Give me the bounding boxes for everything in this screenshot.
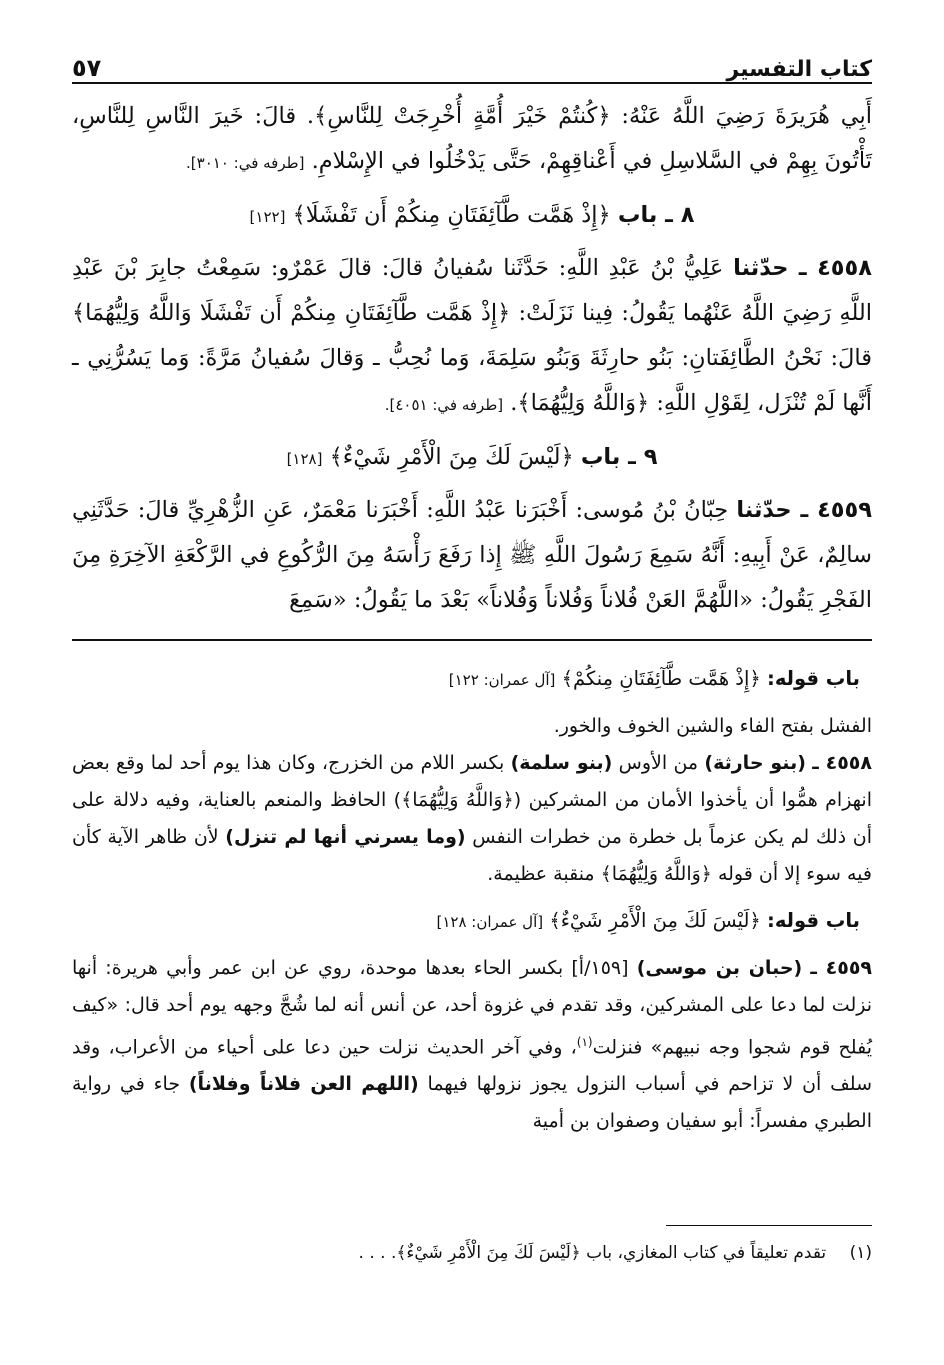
commentary-text: [١٥٩/أ] بكسر الحاء بعدها موحدة، روي عن ابن عمر وأبي هريرة: أنها نزلت لما دعا على المشركين، وقد تقدم في غزوة أحد، عن أنس أنه لما شُجَّ وجهه يوم أحد قال: «كيف يُفلح قوم شجوا وجه نبيهم» فنزلت bbox=[72, 957, 872, 1059]
commentary-section bbox=[72, 651, 872, 1140]
chapter-heading-9 bbox=[72, 428, 872, 488]
commentary-text: بكسر اللام من الخزرج، وكان هذا يوم أحد لما وقع بعض انهزام همُّوا أن يأخذوا الأمان من المشركين (﴿وَاللَّهُ وَلِيُّهُمَا﴾) الحافظ والمنعم بالعناية، وفيه دلالة على أن ذلك لم يكن عزماً بل خطرة من خطرات النفس bbox=[72, 752, 873, 848]
chapter-number: ٩ ـ باب bbox=[580, 444, 658, 470]
footnotes bbox=[72, 1236, 872, 1270]
heading-verse: ﴿لَيْسَ لَكَ مِنَ الْأَمْرِ شَيْءٌ﴾ bbox=[549, 909, 761, 932]
footnote-marker[interactable]: (١) bbox=[576, 1035, 593, 1049]
commentary-term: (حبان بن موسى) bbox=[636, 957, 803, 979]
hadith-text: حِبّانُ بْنُ مُوسى: أَخْبَرَنا عَبْدُ اللَّهِ: أَخْبَرَنا مَعْمَرٌ، عَنِ الزُّهْرِيِّ قالَ: حَدَّثَنِي سالِمٌ، عَنْ أَبِيهِ: أَنَّهُ سَمِعَ رَسُولَ اللَّهِ ﷺ إِذا رَفَعَ رَأْسَهُ مِنَ الرُّكُوعِ في الرَّكْعَةِ الآخِرَةِ مِنَ الفَجْرِ يَقُولُ: «اللَّهُمَّ العَنْ فُلاناً وَفُلاناً وَفُلاناً» بَعْدَ ما يَقُولُ: «سَمِعَ bbox=[72, 497, 872, 613]
chapter-verse: ﴿إِذْ هَمَّت طَّآئِفَتَانِ مِنكُمْ أَن تَفْشَلَا﴾ bbox=[292, 202, 611, 228]
commentary-4558 bbox=[72, 745, 872, 893]
footnote-text: تقدم تعليقاً في كتاب المغازي، باب ﴿لَيْسَ لَكَ مِنَ الْأَمْرِ شَيْءٌ﴾. . . . bbox=[358, 1243, 827, 1263]
chapter-number: ٨ ـ باب bbox=[617, 202, 695, 228]
verse-reference: [١٢٢] bbox=[249, 208, 286, 226]
heading-label: باب قوله: bbox=[767, 909, 860, 932]
hadith-label: ٤٥٥٩ ـ حدّثنا bbox=[736, 497, 872, 523]
commentary-heading-2 bbox=[72, 893, 872, 950]
hadith-text: أَبِي هُرَيرَةَ رَضِيَ اللَّهُ عَنْهُ: ﴿كُنتُمْ خَيْرَ أُمَّةٍ أُخْرِجَتْ لِلنَّاسِ﴾. قالَ: خَيرَ النَّاسِ لِلنَّاسِ، تَأْتُونَ بِهِمْ في السَّلاسِلِ في أَعْناقِهِمْ، حَتَّى يَدْخُلُوا في الإِسْلامِ. bbox=[72, 103, 872, 174]
footnote-number: (١) bbox=[849, 1243, 872, 1263]
verse-reference: [آل عمران: ١٢٨] bbox=[436, 913, 544, 931]
hadith-reference: [طرفه في: ٤٠٥١]. bbox=[384, 396, 504, 414]
book-title: كتاب التفسير bbox=[726, 57, 872, 82]
hadith-continuation bbox=[72, 94, 872, 186]
verse-reference: [١٢٨] bbox=[286, 450, 323, 468]
commentary-term: (وما يسرني أنها لم تنزل) bbox=[225, 826, 466, 848]
hadith-4558 bbox=[72, 246, 872, 428]
page-number: ٥٧ bbox=[72, 54, 102, 82]
commentary-text: جاء في رواية الطبري مفسراً: أبو سفيان وصفوان بن أمية bbox=[72, 1073, 872, 1133]
hadith-label: ٤٥٥٨ ـ حدّثنا bbox=[733, 255, 873, 281]
commentary-term: (بنو حارثة) bbox=[704, 752, 806, 774]
verse-reference: [آل عمران: ١٢٢] bbox=[448, 671, 556, 689]
hadith-4559 bbox=[72, 488, 872, 623]
commentary-number: ٤٥٥٨ ـ bbox=[812, 752, 872, 774]
hadith-section bbox=[72, 94, 872, 623]
hadith-text: عَلِيُّ بْنُ عَبْدِ اللَّهِ: حَدَّثَنا سُفيانُ قالَ: قالَ عَمْرٌو: سَمِعْتُ جابِرَ بْنَ عَبْدِ اللَّهِ رَضِيَ اللَّهُ عَنْهُما يَقُولُ: فِينا نَزَلَتْ: ﴿إِذْ هَمَّت طَّآئِفَتَانِ مِنكُمْ أَن تَفْشَلَا وَاللَّهُ وَلِيُّهُمَا﴾ قالَ: نَحْنُ الطَّائِفَتانِ: بَنُو حارِثَةَ وَبَنُو سَلِمَةَ، وَما نُحِبُّ ـ وَقالَ سُفيانُ مَرَّةً: وَما يَسُرُّنِي ـ أَنَّها لَمْ تُنْزَل، لِقَوْلِ اللَّهِ: ﴿وَاللَّهُ وَلِيُّهُمَا﴾. bbox=[72, 255, 872, 416]
chapter-heading-8 bbox=[72, 186, 872, 246]
footnote-divider bbox=[666, 1225, 872, 1226]
commentary-text: لأن ظاهر الآية كأن فيه سوء إلا أن قوله ﴿وَاللَّهُ وَلِيُّهُمَا﴾ منقبة عظيمة. bbox=[72, 826, 872, 885]
heading-verse: ﴿إِذْ هَمَّت طَّآئِفَتَانِ مِنكُمْ﴾ bbox=[561, 667, 761, 690]
commentary-text: من الأوس bbox=[618, 752, 699, 774]
hadith-reference: [طرفه في: ٣٠١٠]. bbox=[186, 154, 305, 172]
heading-label: باب قوله: bbox=[767, 667, 860, 690]
commentary-text: ، وفي آخر الحديث نزلت حين دعا على أحياء من الأعراب، وقد سلف أن لا تزاحم في أسباب النزول يجوز نزولها فيهما bbox=[72, 1036, 872, 1096]
page bbox=[72, 40, 872, 1140]
commentary-definition: الفشل بفتح الفاء والشين الخوف والخور. bbox=[553, 715, 872, 737]
commentary-number: ٤٥٥٩ ـ bbox=[810, 957, 873, 979]
section-divider bbox=[72, 639, 872, 641]
chapter-verse: ﴿لَيْسَ لَكَ مِنَ الْأَمْرِ شَيْءٌ﴾ bbox=[329, 444, 574, 470]
page-header bbox=[72, 40, 872, 84]
commentary-term: (اللهم العن فلاناً وفلاناً) bbox=[188, 1073, 419, 1096]
commentary-4559 bbox=[72, 950, 872, 1140]
commentary-term: (بنو سلمة) bbox=[510, 752, 613, 774]
commentary-heading-1 bbox=[72, 651, 872, 708]
